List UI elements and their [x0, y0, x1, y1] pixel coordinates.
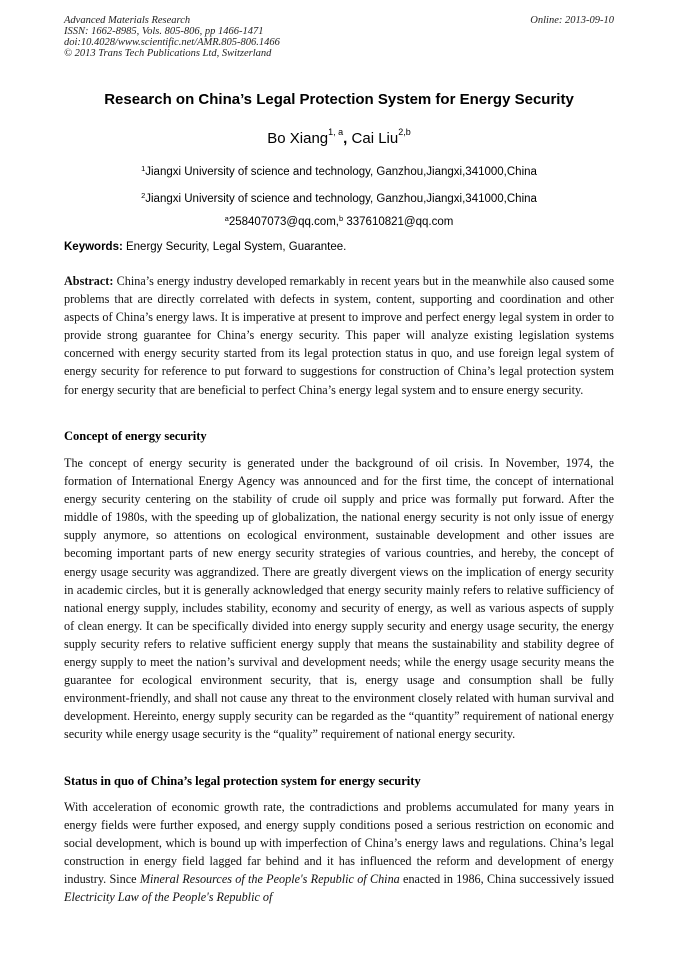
online-date: Online: 2013-09-10: [530, 15, 614, 26]
affiliation-text: Jiangxi University of science and technology, Ganzhou,Jiangxi,341000,China: [145, 166, 537, 178]
abstract-paragraph: [64, 272, 614, 399]
keywords-line: [64, 241, 614, 253]
section-heading: Status in quo of China’s legal protection system for energy security: [64, 774, 421, 788]
section-paragraph: [64, 798, 614, 907]
journal-header: [64, 15, 280, 59]
author-name: Bo Xiang: [267, 130, 329, 147]
email-address: 258407073@qq.com,: [228, 216, 339, 228]
abstract-text: China’s energy industry developed remarkably in recent years but in the meanwhile also caused some problems that are directly correlated with defects in system, content, supporting and coordination and other aspects of China’s energy laws. It is imperative at present to improve and perfect energy legal system in order to provide strong guarantee for China’s energy security. This paper will analyze existing legislation systems concerned with energy security started from its legal protection status in quo, and use foreign legal system of energy security for reference to put forward to suggestions for construction of China’s legal protection system for energy security that are beneficial to perfect China’s energy legal system and to ensure energy security.: [64, 274, 614, 397]
affiliation-2: [0, 193, 678, 205]
affiliation-superscript: 2: [141, 191, 146, 200]
affiliation-1: [0, 166, 678, 178]
author-superscript: 1, a: [328, 127, 344, 137]
keywords-text: Energy Security, Legal System, Guarantee.: [122, 241, 347, 253]
email-superscript: a: [224, 214, 229, 223]
law-title: Electricity Law of the People's Republic of: [64, 890, 273, 905]
affiliation-superscript: 1: [141, 164, 146, 173]
copyright-line: © 2013 Trans Tech Publications Ltd, Switzerland: [64, 48, 272, 59]
issn-line: ISSN: 1662-8985, Vols. 805-806, pp 1466-1471: [64, 26, 264, 37]
section-paragraph: The concept of energy security is generated under the background of oil crisis. In November, 1974, the formation of International Energy Agency was announced and for the first time, the concept of international energy security centering on the stability of crude oil supply and price was formally put forward. After the middle of 1980s, with the speeding up of globalization, the national energy security is not only issue of energy supply anymore, so attentions on ecological environment, sustainable development and other issues are becoming important parts of new energy security strategies of various countries, and hereby, the concept of energy usage security was aggrandized. There are greatly divergent views on the implication of energy security in academic circles, but it is generally acknowledged that energy security mainly refers to relative sufficiency of national energy supply, includes stability, economy and security of energy, as well as various aspects of supply of clean energy. It can be specifically divided into energy supply security and energy usage security, the energy supply security refers to relative sufficient energy supply that means the sustainability and stability degree of energy supply to meet the nation’s survival and development needs; while the energy usage security means the guarantee for ecological environment security, that is, energy usage and consumption shall be fully environment-friendly, and shall not cause any threat to the environment closely related with human survival and development. Hereinto, energy supply security can be regarded as the “quantity” requirement of national energy security while energy usage security is the “quality” requirement of national energy security.: [64, 456, 614, 742]
email-line: [0, 216, 678, 228]
email-address: 337610821@qq.com: [343, 216, 454, 228]
author-separator: ,: [343, 130, 348, 147]
law-title: Mineral Resources of the People's Republic of China: [139, 872, 400, 887]
paper-title: Research on China’s Legal Protection System for Energy Security: [104, 91, 574, 108]
section-heading: Concept of energy security: [64, 429, 207, 443]
paragraph-text: With acceleration of economic growth rate, the contradictions and problems accumulated for many years in energy fields were further exposed, and energy supply conditions posed a serious restriction on economic and social development, which is bound up with imperfection of China’s energy laws and regulations. China’s legal construction in energy field lagged far behind and it has influenced the reform and development of energy industry. Since: [64, 800, 614, 887]
email-superscript: b: [339, 214, 344, 223]
journal-name: Advanced Materials Research: [64, 15, 191, 26]
author-superscript: 2,b: [398, 127, 411, 137]
author-line: [0, 127, 678, 147]
affiliation-text: Jiangxi University of science and technology, Ganzhou,Jiangxi,341000,China: [145, 193, 537, 205]
abstract-label: Abstract:: [64, 274, 114, 288]
paragraph-text: enacted in 1986, China successively issued: [399, 872, 614, 887]
keywords-label: Keywords:: [64, 241, 123, 253]
doi-line: doi:10.4028/www.scientific.net/AMR.805-806.1466: [64, 37, 280, 48]
author-name: Cai Liu: [351, 130, 399, 147]
